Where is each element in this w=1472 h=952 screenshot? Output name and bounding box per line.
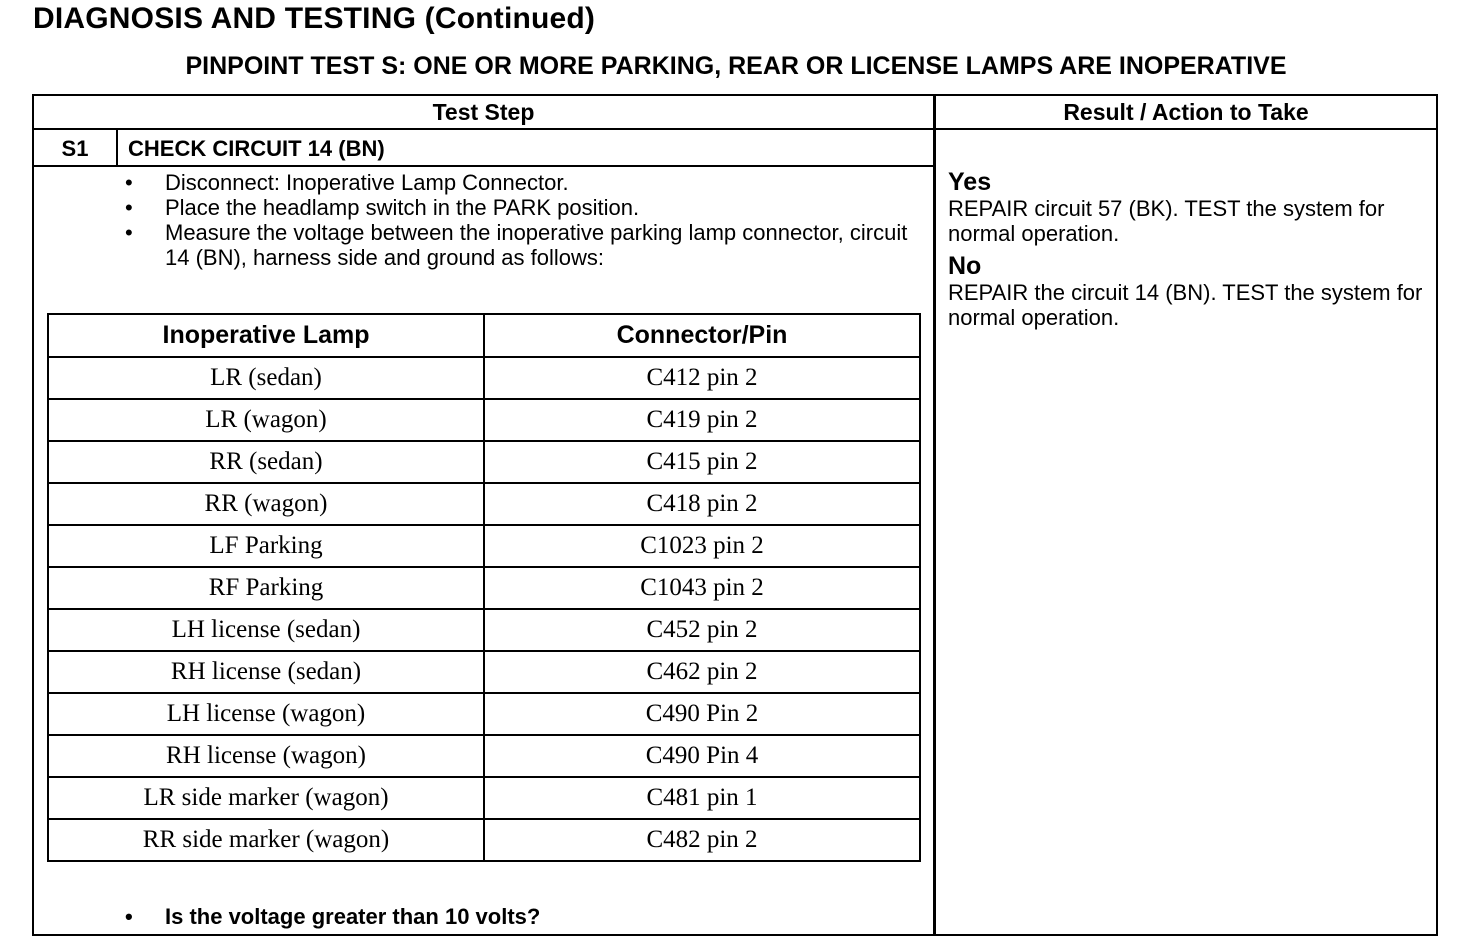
- lamp-cell: LH license (wagon): [48, 693, 484, 735]
- table-row: [48, 819, 920, 861]
- lamp-cell: LR (wagon): [48, 399, 484, 441]
- result-yes-label: Yes: [948, 168, 992, 196]
- lamp-cell: LH license (sedan): [48, 609, 484, 651]
- table-row: [48, 777, 920, 819]
- result-no-label: No: [948, 252, 982, 280]
- result-yes: [948, 168, 1430, 246]
- result-no: [948, 252, 1430, 330]
- table-row: [48, 399, 920, 441]
- connector-cell: C462 pin 2: [484, 651, 920, 693]
- lamp-table-header-row: [48, 314, 920, 357]
- question-text: Is the voltage greater than 10 volts?: [165, 904, 541, 929]
- bullet-marker: •: [125, 195, 133, 220]
- lamp-cell: RR side marker (wagon): [48, 819, 484, 861]
- connector-cell: C490 Pin 4: [484, 735, 920, 777]
- column-divider: [933, 94, 936, 936]
- lamp-cell: LR (sedan): [48, 357, 484, 399]
- lamp-cell: RH license (wagon): [48, 735, 484, 777]
- column-header-connector: Connector/Pin: [484, 314, 920, 357]
- step-instructions: [125, 170, 915, 270]
- lamp-connector-table: [47, 313, 921, 862]
- result-no-text: REPAIR the circuit 14 (BN). TEST the system for normal operation.: [948, 280, 1423, 330]
- bullet-marker: •: [125, 220, 133, 245]
- header-test-step: Test Step: [432, 99, 535, 125]
- connector-cell: C481 pin 1: [484, 777, 920, 819]
- instruction-text: Disconnect: Inoperative Lamp Connector.: [165, 170, 569, 195]
- connector-cell: C452 pin 2: [484, 609, 920, 651]
- column-header-lamp: Inoperative Lamp: [48, 314, 484, 357]
- page-title: DIAGNOSIS AND TESTING (Continued): [33, 2, 596, 35]
- connector-cell: C1043 pin 2: [484, 567, 920, 609]
- connector-cell: C419 pin 2: [484, 399, 920, 441]
- lamp-cell: RH license (sedan): [48, 651, 484, 693]
- table-row: [48, 567, 920, 609]
- lamp-cell: LR side marker (wagon): [48, 777, 484, 819]
- step-id-divider: [116, 128, 118, 166]
- header-result-action: Result / Action to Take: [1063, 99, 1309, 125]
- table-row: [48, 525, 920, 567]
- table-row: [48, 357, 920, 399]
- result-yes-text: REPAIR circuit 57 (BK). TEST the system for normal operation.: [948, 196, 1385, 246]
- connector-cell: C490 Pin 2: [484, 693, 920, 735]
- lamp-cell: RR (sedan): [48, 441, 484, 483]
- header-rule: [32, 128, 1438, 130]
- instruction-item: [125, 220, 915, 270]
- table-row: [48, 441, 920, 483]
- result-actions: [948, 168, 1430, 336]
- bullet-marker: •: [125, 170, 133, 195]
- bullet-marker: •: [125, 904, 133, 929]
- connector-cell: C418 pin 2: [484, 483, 920, 525]
- connector-cell: C1023 pin 2: [484, 525, 920, 567]
- instruction-item: [125, 170, 915, 195]
- table-row: [48, 483, 920, 525]
- step-title: CHECK CIRCUIT 14 (BN): [128, 136, 385, 161]
- connector-cell: C415 pin 2: [484, 441, 920, 483]
- instruction-text: Place the headlamp switch in the PARK position.: [165, 195, 640, 220]
- table-row: [48, 735, 920, 777]
- pinpoint-test-title: PINPOINT TEST S: ONE OR MORE PARKING, REAR OR LICENSE LAMPS ARE INOPERATIVE: [185, 52, 1287, 80]
- lamp-cell: LF Parking: [48, 525, 484, 567]
- table-row: [48, 651, 920, 693]
- instruction-text: Measure the voltage between the inoperative parking lamp connector, circuit 14 (BN), harness side and ground as follows:: [165, 220, 908, 270]
- step-question: [125, 903, 915, 931]
- connector-cell: C412 pin 2: [484, 357, 920, 399]
- table-row: [48, 609, 920, 651]
- step-id: S1: [61, 136, 89, 161]
- instruction-item: [125, 195, 915, 220]
- lamp-cell: RF Parking: [48, 567, 484, 609]
- lamp-cell: RR (wagon): [48, 483, 484, 525]
- connector-cell: C482 pin 2: [484, 819, 920, 861]
- table-row: [48, 693, 920, 735]
